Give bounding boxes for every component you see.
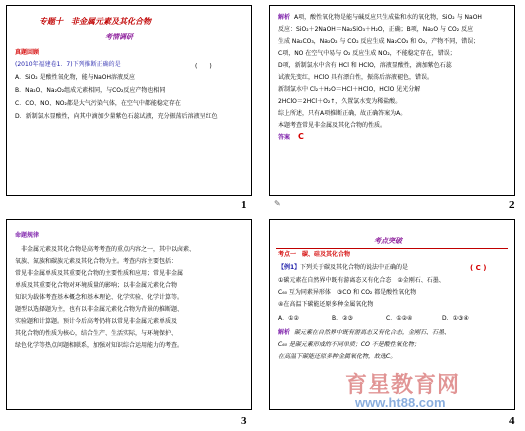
slide4-option-c: C．①②④ bbox=[386, 315, 413, 322]
slide2-line-3: 生成 Na₂CO₃，Na₂O₂ 与 CO₂ 反应生成 Na₂CO₃ 和 O₂，产物不同，错误； bbox=[278, 38, 480, 45]
slide3-line-6: 题型以选择题为主，也有以非金属元素化合物为背景的推断题、 bbox=[15, 306, 184, 313]
slide1-title: 专题十 非金属元素及其化合物 bbox=[39, 17, 151, 26]
slide4-option-b: B．②③ bbox=[332, 315, 353, 322]
slide3-line-9: 绿色化学等热点问题相联系，加强对知识综合运用能力的考查。 bbox=[15, 342, 184, 349]
slide1-subtitle: 考情调研 bbox=[105, 33, 133, 41]
slide2-answer-label: 答案 bbox=[278, 134, 291, 141]
slide3-line-2: 氧族、氮族和碳族元素及其化合物为主。考查内容主要包括： bbox=[15, 258, 178, 265]
slide4-answer-paren: ( C ) bbox=[470, 264, 487, 272]
slide3-line-4: 单质及其重要化合物对环境质量的影响；以非金属元素化合物 bbox=[15, 282, 178, 289]
slide2-line-4: C项，NO 在空气中易与 O₂ 反应生成 NO₂，不能稳定存在，错误； bbox=[278, 50, 456, 57]
slide1-option-c: C．CO、NO、NO₂都是大气污染气体，在空气中都能稳定存在 bbox=[15, 100, 181, 107]
slide1-question: (2010年福建卷1．7)下列推断正确的是 bbox=[15, 61, 121, 68]
slide4-line-1: ①碳元素在自然界中既有游离态又有化合态 ②金刚石、石墨、 bbox=[278, 277, 445, 284]
slide2-answer: C bbox=[298, 132, 304, 141]
slide4-example: 下列关于碳及其化合物的说法中正确的是 bbox=[300, 264, 409, 271]
slide3-section: 命题规律 bbox=[15, 232, 40, 239]
comment-icon[interactable]: ✎ bbox=[274, 199, 281, 208]
watermark-brand: 育星教育网 bbox=[345, 373, 461, 398]
slide1-paren: ( ) bbox=[195, 63, 212, 70]
slide2-line-1: A项，酸性氧化物是能与碱反应只生成盐和水的氧化物，SiO₂ 与 NaOH bbox=[294, 14, 482, 21]
slide4-analysis-3: 在高温下碳能还原多种金属氧化物，故选C。 bbox=[278, 353, 397, 360]
slide3-line-8: 其化合物的性质为核心，结合生产、生活实际，与环境保护、 bbox=[15, 330, 178, 337]
slide-1[interactable] bbox=[6, 5, 252, 196]
slide4-topic: 考点一 碳、硅及其化合物 bbox=[278, 251, 351, 258]
page-number-1: 1 bbox=[241, 199, 247, 211]
slide-2[interactable] bbox=[269, 5, 515, 196]
slide4-line-2: C₆₀ 互为同素异形体 ③CO 和 CO₂ 都是酸性氧化物 bbox=[278, 289, 417, 296]
slide2-line-9: 综上所述，只有A项推断正确，故正确答案为A。 bbox=[278, 110, 407, 117]
slide2-line-8: 2HClO＝2HCl＋O₂↑，久置氯水变为稀盐酸。 bbox=[278, 98, 402, 105]
slide1-section: 真题回顾 bbox=[15, 49, 40, 56]
slide3-line-1: 非金属元素及其化合物是高考考查的重点内容之一，其中以卤素、 bbox=[21, 246, 196, 253]
slide2-line-6: 试液先变红，HClO 具有漂白性，振荡后溶液褪色，错误。 bbox=[278, 74, 433, 81]
slide1-option-b: B．Na₂O、Na₂O₂组成元素相同，与CO₂反应产物也相同 bbox=[15, 87, 166, 94]
slide4-example-label: 【例1】 bbox=[278, 264, 301, 271]
slide4-title: 考点突破 bbox=[374, 237, 402, 245]
page-number-3: 3 bbox=[241, 415, 247, 427]
slide4-analysis-2: C₆₀ 是碳元素形成的不同单质；CO 不是酸性氧化物； bbox=[278, 341, 420, 348]
slide4-analysis-1: 碳元素在自然界中既有游离态又有化合态，金刚石、石墨、 bbox=[294, 329, 451, 336]
slide2-line-5: D项，新制氯水中含有 HCl 和 HClO，溶液显酸性，滴加紫色石蕊 bbox=[278, 62, 452, 69]
page-number-2: 2 bbox=[509, 199, 515, 211]
slide4-option-d: D．①③④ bbox=[442, 315, 469, 322]
slide4-analysis-label: 解析 bbox=[278, 329, 291, 336]
slide3-line-3: 常见非金属单质及其重要化合物的主要性质和应用；常见非金属 bbox=[15, 270, 184, 277]
slide1-option-a: A．SiO₂ 是酸性氧化物，能与NaOH溶液反应 bbox=[15, 74, 136, 81]
slide-3[interactable] bbox=[6, 219, 252, 410]
slide2-line-7: 新制氯水中 Cl₂＋H₂O＝HCl＋HClO，HClO 见光分解 bbox=[278, 86, 421, 93]
slide4-title-rule bbox=[276, 248, 508, 249]
slide2-label: 解析 bbox=[278, 14, 291, 21]
watermark-url: www.ht88.com bbox=[355, 395, 446, 410]
slide3-line-7: 实验题和计算题。预计今后高考仍将以常见非金属元素单质及 bbox=[15, 318, 178, 325]
slide4-line-3: ④在高温下碳能还原多种金属氧化物 bbox=[278, 301, 374, 308]
slide2-line-2: 反应：SiO₂＋2NaOH＝Na₂SiO₃＋H₂O，正确；B项，Na₂O 与 CO₂ 反应 bbox=[278, 26, 474, 33]
slide2-line-10: 本题考查常见非金属及其化合物的性质。 bbox=[278, 122, 387, 129]
slide1-option-d: D．新制氯水显酸性，向其中滴加少量紫色石蕊试液，充分振荡后溶液呈红色 bbox=[15, 113, 218, 120]
slide4-option-a: A．①② bbox=[278, 315, 299, 322]
page-number-4: 4 bbox=[509, 415, 515, 427]
slide3-line-5: 知识为载体考查基本概念和基本理论、化学实验、化学计算等。 bbox=[15, 294, 184, 301]
